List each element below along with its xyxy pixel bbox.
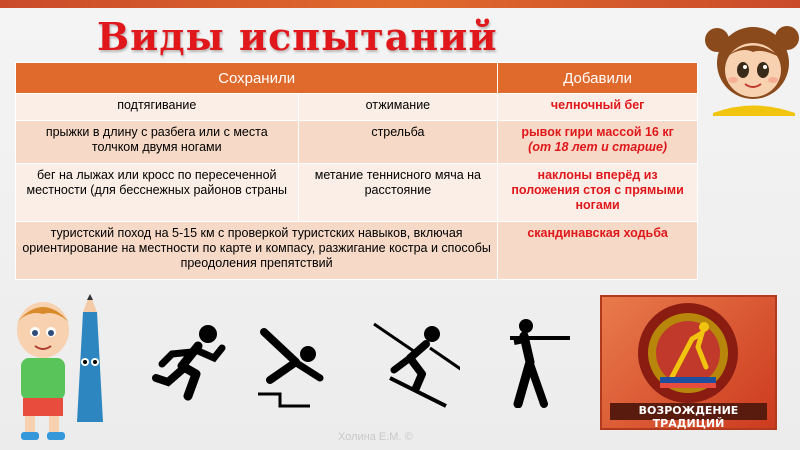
shooting-icon: [490, 318, 580, 408]
kept-cell: стрельба: [298, 121, 498, 164]
header-added: Добавили: [498, 63, 698, 94]
kept-cell: прыжки в длину с разбега или с места толчком двумя ногами: [16, 121, 299, 164]
kept-cell: подтягивание: [16, 94, 299, 121]
footer-credit: Холина Е.М. ©: [338, 431, 413, 443]
tests-table: [15, 62, 698, 280]
added-line: рывок гири массой 16 кг: [521, 125, 674, 139]
added-note: (от 18 лет и старше): [528, 140, 668, 154]
boy-with-pencil-illustration: [5, 292, 115, 442]
skiing-icon: [370, 318, 460, 408]
page-title: Виды испытаний: [97, 14, 498, 59]
header-kept: Сохранили: [16, 63, 498, 94]
gto-badge-image: [600, 295, 777, 430]
kept-cell: бег на лыжах или кросс по пересеченной местности (для бесснежных районов страны: [16, 164, 299, 222]
swimming-icon: [250, 318, 340, 408]
added-cell: скандинавская ходьба: [498, 222, 698, 280]
girl-illustration: [703, 18, 799, 116]
kept-cell: отжимание: [298, 94, 498, 121]
added-cell: челночный бег: [498, 94, 698, 121]
added-cell: [498, 121, 698, 164]
badge-caption: ВОЗРОЖДЕНИЕ ТРАДИЦИЙ: [638, 404, 739, 430]
running-icon: [148, 318, 238, 408]
top-accent-bar: [0, 0, 800, 8]
added-cell: наклоны вперёд из положения стоя с прямыми ногами: [498, 164, 698, 222]
kept-cell: туристский поход на 5-15 км с проверкой туристских навыков, включая ориентирование на местности по карте и компасу, разжигание костра и способы преодоления препятствий: [16, 222, 498, 280]
kept-cell: метание теннисного мяча на расстояние: [298, 164, 498, 222]
